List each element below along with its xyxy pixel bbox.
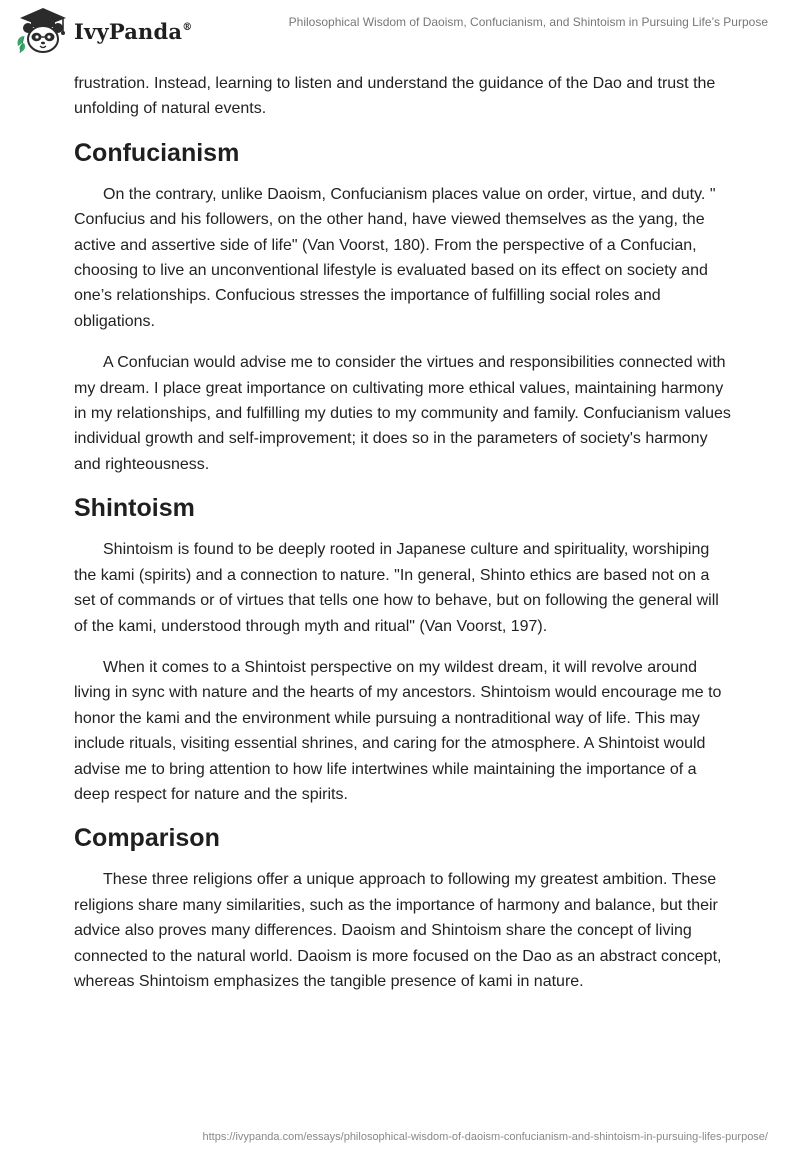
paragraph: These three religions offer a unique approach to following my greatest ambition. These religions share many similarities, such as the importance of harmony and balance, but their advice also proves many differences. Daoism and Shintoism share the concept of living connected to the natural world. Daoism is more focused on the Dao as an abstract concept, whereas Shintoism emphasizes the tangible presence of kami in nature. [74, 871, 722, 990]
section-heading-shintoism: Shintoism [74, 494, 195, 523]
paragraph: Shintoism is found to be deeply rooted in Japanese culture and spirituality, worshiping the kami (spirits) and a connection to nature. "In general, Shinto ethics are based not on a set of commands or of virtues that tells one how to behave, but on following the general will of the kami, understood through myth and ritual" (Van Voorst, 197). [74, 541, 719, 635]
section-heading-comparison: Comparison [74, 824, 220, 853]
paragraph: When it comes to a Shintoist perspective on my wildest dream, it will revolve around living in sync with nature and the hearts of my ancestors. Shintoism would encourage me to honor the kami and the environment while pursuing a nontraditional way of life. This may include rituals, visiting essential shrines, and caring for the atmosphere. A Shintoist would advise me to bring attention to how life intertwines while maintaining the importance of a deep respect for nature and the spirits. [74, 658, 722, 803]
source-url-link[interactable]: https://ivypanda.com/essays/philosophical-wisdom-of-daoism-confucianism-and-shintoism-in-pursuing-lifes-purpose/ [202, 1131, 768, 1143]
paragraph: A Confucian would advise me to consider the virtues and responsibilities connected with my dream. I place great importance on cultivating more ethical values, maintaining harmony in my relationships, and fulfilling my duties to my community and family. Confucianism values individual growth and self-improvement; it does so in the parameters of society's harmony and righteousness. [74, 354, 731, 473]
paragraph: On the contrary, unlike Daoism, Confucianism places value on order, virtue, and duty. " Confucius and his followers, on the other hand, have viewed themselves as the yang, the active and assertive side of life" (Van Voorst, 180). From the perspective of a Confucian, choosing to live an unconventional lifestyle is evaluated based on its effect on society and one’s relationships. Confucious stresses the importance of fulfilling social roles and obligations. [74, 185, 716, 330]
logo[interactable] [14, 6, 192, 56]
section-heading-confucianism: Confucianism [74, 138, 240, 167]
intro-paragraph: frustration. Instead, learning to listen and understand the guidance of the Dao and trust the unfolding of natural events. [74, 75, 716, 118]
essay-content [74, 71, 734, 1010]
page-title: Philosophical Wisdom of Daoism, Confucianism, and Shintoism in Pursuing Life’s Purpose [288, 15, 768, 29]
panda-graduate-icon [14, 6, 72, 56]
logo-text: IvyPanda® [74, 18, 193, 44]
page-header [0, 0, 800, 64]
